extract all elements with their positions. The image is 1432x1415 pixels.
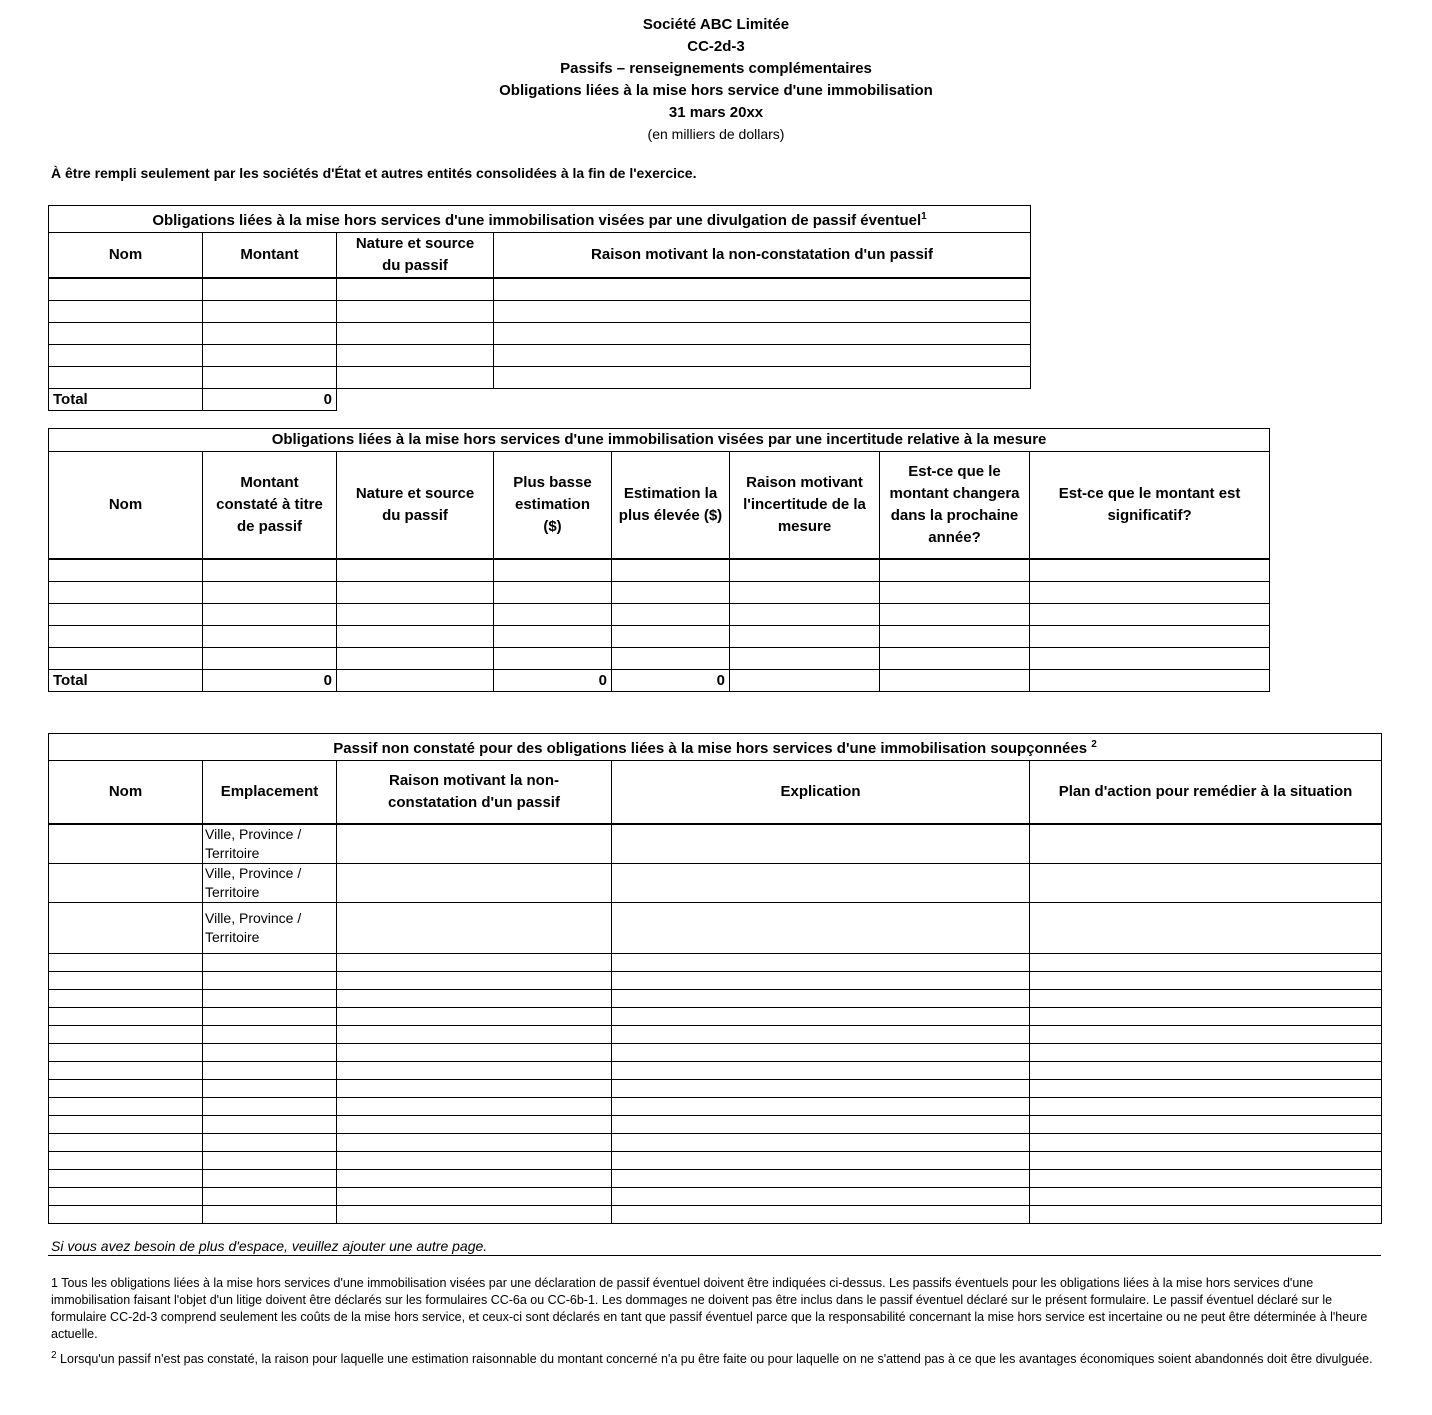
cell-input[interactable] [337,902,612,953]
table2-title: Obligations liées à la mise hors services d'une immobilisation visées par une incertitude relative à la mesure [49,429,1270,452]
table-row [49,1187,1382,1205]
table-row [49,971,1382,989]
cell-input[interactable] [880,669,1030,691]
cell-input[interactable] [203,971,337,989]
cell-input[interactable] [1030,581,1270,603]
cell-input[interactable] [494,301,1031,323]
cell-input[interactable] [1030,863,1382,902]
cell-input[interactable] [49,323,203,345]
cell-input[interactable] [612,625,730,647]
cell-input[interactable] [494,559,612,582]
cell-input[interactable] [203,1169,337,1187]
cell-input[interactable] [49,581,203,603]
col-header-raison: Raison motivant la non-constatation d'un passif [494,233,1031,279]
report-date: 31 mars 20xx [668,104,764,121]
cell-input[interactable] [612,559,730,582]
cell-input[interactable] [494,345,1031,367]
cell-input[interactable] [203,1187,337,1205]
cell-input[interactable] [612,1079,1030,1097]
footnote-1 [51,1275,1381,1343]
cell-input[interactable] [1030,902,1382,953]
table-row [49,323,1031,345]
total-amount: 0 [203,669,337,691]
cell-input[interactable] [1030,1187,1382,1205]
table-row [49,345,1031,367]
total-low-estimate: 0 [494,669,612,691]
col-header-nature: Nature et source du passif [337,233,494,279]
table-row [49,1097,1382,1115]
col-header-raison: Raison motivant la non-constatation d'un passif [337,761,612,824]
cell-input[interactable] [612,863,1030,902]
cell-input[interactable] [494,323,1031,345]
cell-input[interactable] [612,1205,1030,1223]
cell-input[interactable] [337,863,612,902]
table-row [49,1007,1382,1025]
table-row [49,559,1270,582]
col-header-significatif: Est-ce que le montant est significatif? [1030,452,1270,559]
cell-input[interactable] [337,1007,612,1025]
cell-input[interactable] [612,824,1030,864]
cell-input[interactable] [612,603,730,625]
cell-input[interactable] [730,625,880,647]
location-cell[interactable]: Ville, Province / Territoire [203,902,337,953]
cell-input[interactable] [203,1151,337,1169]
cell-input[interactable] [337,323,494,345]
cell-input[interactable] [612,1097,1030,1115]
cell-input[interactable] [203,581,337,603]
cell-input[interactable] [203,1205,337,1223]
table-row [49,1169,1382,1187]
cell-input[interactable] [337,1061,612,1079]
cell-input[interactable] [203,1061,337,1079]
cell-input[interactable] [203,367,337,389]
footnote-2 [51,1347,1381,1368]
cell-input[interactable] [1030,1205,1382,1223]
cell-input[interactable] [612,1187,1030,1205]
cell-input[interactable] [49,1025,203,1043]
cell-input[interactable] [337,824,612,864]
contingent-liability-table [48,205,1031,411]
cell-input[interactable] [203,1043,337,1061]
footnote-2-marker: 2 [51,1350,57,1361]
cell-input[interactable] [494,581,612,603]
cell-input[interactable] [1030,1061,1382,1079]
table-row [49,1079,1382,1097]
col-header-plus-elevee: Estimation la plus élevée ($) [612,452,730,559]
cell-input[interactable] [203,1007,337,1025]
col-header-raison-incertitude: Raison motivant l'incertitude de la mesure [730,452,880,559]
suspected-liability-table [48,733,1382,1224]
cell-input[interactable] [49,625,203,647]
cell-input[interactable] [337,971,612,989]
table-row [49,603,1270,625]
cell-input[interactable] [1030,1025,1382,1043]
total-label: Total [49,669,203,691]
cell-input[interactable] [1030,1133,1382,1151]
cell-input[interactable] [203,953,337,971]
cell-input[interactable] [337,1151,612,1169]
total-row [49,669,1270,691]
cell-input[interactable] [612,1151,1030,1169]
cell-input[interactable] [49,1097,203,1115]
cell-input[interactable] [337,647,494,669]
cell-input[interactable] [494,603,612,625]
cell-input[interactable] [49,559,203,582]
company-name: Société ABC Limitée [642,16,790,33]
table-row [49,647,1270,669]
table-row [49,1205,1382,1223]
cell-input[interactable] [337,669,494,691]
table-row [49,1025,1382,1043]
cell-input[interactable] [49,647,203,669]
cell-input[interactable] [1030,824,1382,864]
cell-input[interactable] [337,603,494,625]
subject-title: Obligations liées à la mise hors service d'une immobilisation [499,82,933,99]
total-high-estimate: 0 [612,669,730,691]
cell-input[interactable] [612,1025,1030,1043]
table-row [49,1115,1382,1133]
cell-input[interactable] [337,1115,612,1133]
cell-input[interactable] [49,1061,203,1079]
cell-input[interactable] [1030,971,1382,989]
col-header-nom: Nom [49,233,203,279]
cell-input[interactable] [49,1169,203,1187]
cell-input[interactable] [612,989,1030,1007]
cell-input[interactable] [494,278,1031,301]
cell-input[interactable] [494,367,1031,389]
col-header-nom: Nom [49,761,203,824]
cell-input[interactable] [337,278,494,301]
footnote-2-text: Lorsqu'un passif n'est pas constaté, la raison pour laquelle une estimation raisonnable du montant concerné n'a pu être faite ou pour laquelle on ne s'attend pas à ce que les avantages économiques soient abandonnés doit être divulguée. [60,1352,1373,1367]
cell-input[interactable] [612,1133,1030,1151]
cell-input[interactable] [494,647,612,669]
cell-input[interactable] [203,559,337,582]
table-row [49,1061,1382,1079]
cell-input[interactable] [337,301,494,323]
divider [48,1255,1381,1256]
table-row [49,278,1031,301]
cell-input[interactable] [1030,1043,1382,1061]
cell-input[interactable] [612,953,1030,971]
cell-input[interactable] [203,278,337,301]
cell-input[interactable] [49,989,203,1007]
cell-input[interactable] [203,301,337,323]
cell-input[interactable] [1030,603,1270,625]
table-row [49,1133,1382,1151]
table-row [49,625,1270,647]
cell-input[interactable] [203,1079,337,1097]
cell-input[interactable] [337,345,494,367]
cell-input[interactable] [1030,559,1270,582]
units-note: (en milliers de dollars) [647,126,785,142]
table-row [49,367,1031,389]
cell-input[interactable] [337,953,612,971]
cell-input[interactable] [337,989,612,1007]
form-code: CC-2d-3 [687,38,745,55]
cell-input[interactable] [612,902,1030,953]
cell-input[interactable] [612,1169,1030,1187]
cell-input[interactable] [203,323,337,345]
table-row [49,902,1382,953]
cell-input[interactable] [880,603,1030,625]
cell-input[interactable] [203,1115,337,1133]
cell-input[interactable] [203,1097,337,1115]
cell-input[interactable] [49,1115,203,1133]
cell-input[interactable] [1030,1115,1382,1133]
table-row [49,989,1382,1007]
cell-input[interactable] [1030,953,1382,971]
cell-input[interactable] [612,1061,1030,1079]
table3-title: Passif non constaté pour des obligations liées à la mise hors services d'une immobilisation soupçonnées $^2$ [49,734,1382,761]
cell-input[interactable] [612,1115,1030,1133]
cell-input[interactable] [337,1187,612,1205]
col-header-nature: Nature et source du passif [337,452,494,559]
col-header-plus-basse: Plus basse estimation ($) [494,452,612,559]
cell-input[interactable] [1030,1097,1382,1115]
cell-input[interactable] [203,345,337,367]
col-header-explication: Explication [612,761,1030,824]
cell-input[interactable] [49,1205,203,1223]
cell-input[interactable] [1030,647,1270,669]
cell-input[interactable] [49,345,203,367]
cell-input[interactable] [49,603,203,625]
col-header-montant-constate: Montant constaté à titre de passif [203,452,337,559]
cell-input[interactable] [49,824,203,864]
total-amount: 0 [203,389,337,411]
col-header-nom: Nom [49,452,203,559]
cell-input[interactable] [203,647,337,669]
cell-input[interactable] [880,647,1030,669]
cell-input[interactable] [337,1205,612,1223]
form-header [0,14,1432,144]
cell-input[interactable] [730,669,880,691]
cell-input[interactable] [880,625,1030,647]
cell-input[interactable] [730,559,880,582]
cell-input[interactable] [1030,669,1270,691]
more-space-note: Si vous avez besoin de plus d'espace, veuillez ajouter une autre page. [51,1238,488,1254]
cell-input[interactable] [494,625,612,647]
location-cell[interactable]: Ville, Province / Territoire [203,863,337,902]
cell-input[interactable] [337,1025,612,1043]
cell-input[interactable] [1030,1007,1382,1025]
table-row [49,863,1382,902]
cell-input[interactable] [337,1169,612,1187]
total-label: Total [49,389,203,411]
cell-input[interactable] [203,603,337,625]
cell-input[interactable] [49,1133,203,1151]
cell-input[interactable] [203,1133,337,1151]
table-row [49,1151,1382,1169]
cell-input[interactable] [1030,625,1270,647]
measurement-uncertainty-table [48,428,1270,692]
cell-input[interactable] [612,581,730,603]
cell-input[interactable] [203,1025,337,1043]
cell-input[interactable] [337,625,494,647]
cell-input[interactable] [203,989,337,1007]
cell-input[interactable] [337,367,494,389]
cell-input[interactable] [730,603,880,625]
cell-input[interactable] [612,1043,1030,1061]
table-row [49,953,1382,971]
table1-title: Obligations liées à la mise hors services d'une immobilisation visées par une divulgation de passif éventuel$^1$ [49,206,1031,233]
table-row [49,824,1382,864]
cell-input[interactable] [880,581,1030,603]
cell-input[interactable] [880,559,1030,582]
cell-input[interactable] [337,581,494,603]
footnote-1-text: Tous les obligations liées à la mise hors services d'une immobilisation visées par une déclaration de passif éventuel doivent être indiquées ci-dessus. Les passifs éventuels pour les obligations liées à la mise hors services d'une immobilisation faisant l'objet d'un litige doivent être déclarés sur les formulaires CC-6a ou CC-6b-1. Les dommages ne doivent pas être inclus dans le passif éventuel déclaré sur le présent formulaire. Le passif éventuel déclaré sur le formulaire CC-2d-3 comprend seulement les coûts de la mise hors service, et ceux-ci sont déclarés en tant que passif éventuel parce que la responsabilité concernant la mise hors service est incertaine ou ne peut être déterminée à l'heure actuelle. [51,1276,1368,1341]
table-row [49,301,1031,323]
cell-input[interactable] [49,971,203,989]
cell-input[interactable] [49,1079,203,1097]
cell-input[interactable] [337,559,494,582]
cell-input[interactable] [1030,989,1382,1007]
location-cell[interactable]: Ville, Province / Territoire [203,824,337,864]
cell-input[interactable] [49,953,203,971]
cell-input[interactable] [337,1133,612,1151]
col-header-montant: Montant [203,233,337,279]
cell-input[interactable] [49,1007,203,1025]
cell-input[interactable] [1030,1169,1382,1187]
cell-input[interactable] [49,902,203,953]
cell-input[interactable] [1030,1151,1382,1169]
cell-input[interactable] [612,971,1030,989]
cell-input[interactable] [337,1079,612,1097]
cell-input[interactable] [730,581,880,603]
table-row [49,581,1270,603]
section-title: Passifs – renseignements complémentaires [560,60,872,77]
cell-input[interactable] [1030,1079,1382,1097]
total-row [49,389,1031,411]
instruction-text: À être rempli seulement par les sociétés d'État et autres entités consolidées à la fin de l'exercice. [51,165,697,181]
col-header-plan-action: Plan d'action pour remédier à la situation [1030,761,1382,824]
cell-input[interactable] [49,863,203,902]
cell-input[interactable] [49,1043,203,1061]
cell-input[interactable] [730,647,880,669]
cell-input[interactable] [337,1043,612,1061]
cell-input[interactable] [612,1007,1030,1025]
cell-input[interactable] [612,647,730,669]
footnote-1-marker: 1 [51,1276,58,1290]
table-row [49,1043,1382,1061]
cell-input[interactable] [337,1097,612,1115]
cell-input[interactable] [203,625,337,647]
cell-input[interactable] [49,278,203,301]
cell-input[interactable] [49,301,203,323]
cell-input[interactable] [49,367,203,389]
cell-input[interactable] [49,1151,203,1169]
col-header-changement: Est-ce que le montant changera dans la prochaine année? [880,452,1030,559]
col-header-emplacement: Emplacement [203,761,337,824]
cell-input[interactable] [49,1187,203,1205]
